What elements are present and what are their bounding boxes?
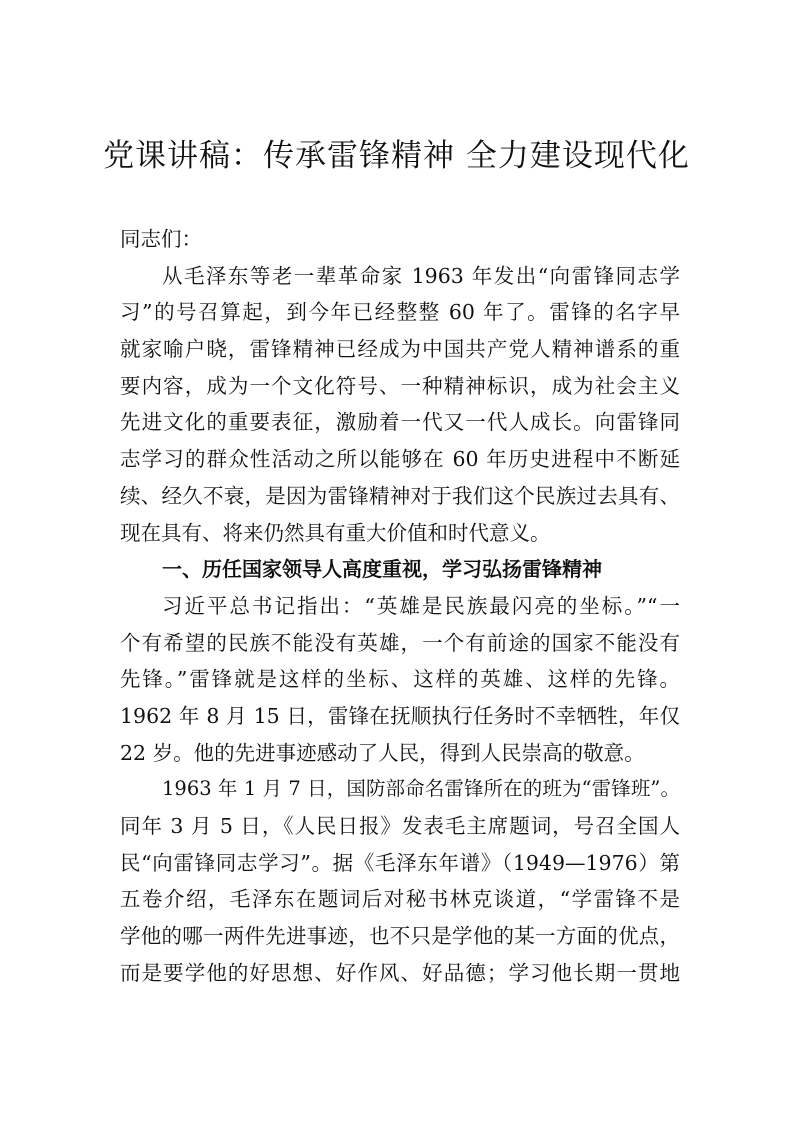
paragraph-line: 民“向雷锋同志学习”。据《毛泽东年谱》（1949—1976）第 — [120, 850, 680, 875]
paragraph-line: 先锋。”雷锋就是这样的坐标、这样的英雄、这样的先锋。 — [120, 667, 680, 692]
paragraph-line: 而是要学他的好思想、好作风、好品德；学习他长期一贯地 — [120, 960, 680, 985]
document-body — [120, 221, 680, 991]
paragraph-line: 习近平总书记指出：“英雄是民族最闪亮的坐标。”“一 — [162, 593, 680, 618]
paragraph-line: 学他的哪一两件先进事迹，也不只是学他的某一方面的优点， — [120, 924, 680, 949]
paragraph-line: 习”的号召算起，到今年已经整整 60 年了。雷锋的名字早 — [120, 300, 680, 325]
paragraph-line: 1963 年 1 月 7 日，国防部命名雷锋所在的班为“雷锋班”。 — [162, 777, 680, 801]
paragraph-line: 要内容，成为一个文化符号、一种精神标识，成为社会主义 — [120, 373, 680, 398]
salutation: 同志们： — [120, 227, 202, 251]
paragraph-line: 志学习的群众性活动之所以能够在 60 年历史进程中不断延 — [120, 447, 680, 472]
paragraph-line: 1962 年 8 月 15 日，雷锋在抚顺执行任务时不幸牺牲，年仅 — [120, 703, 680, 728]
paragraph-line: 先进文化的重要表征，激励着一代又一代人成长。向雷锋同 — [120, 410, 680, 435]
paragraph-line: 同年 3 月 5 日，《人民日报》发表毛主席题词，号召全国人 — [120, 814, 680, 838]
document-title: 党课讲稿：传承雷锋精神 全力建设现代化 — [103, 138, 690, 174]
paragraph-line: 从毛泽东等老一辈革命家 1963 年发出“向雷锋同志学 — [162, 263, 680, 288]
paragraph-line: 现在具有、将来仍然具有重大价值和时代意义。 — [120, 520, 551, 545]
paragraph-line: 五卷介绍，毛泽东在题词后对秘书林克谈道，“学雷锋不是 — [120, 887, 680, 912]
paragraph-line: 22 岁。他的先进事迹感动了人民，得到人民崇高的敬意。 — [120, 740, 645, 765]
paragraph-line: 就家喻户晓，雷锋精神已经成为中国共产党人精神谱系的重 — [120, 337, 680, 362]
paragraph-line: 个有希望的民族不能没有英雄，一个有前途的国家不能没有 — [120, 630, 680, 655]
paragraph-line: 续、经久不衰，是因为雷锋精神对于我们这个民族过去具有、 — [120, 483, 680, 508]
section-heading: 一、历任国家领导人高度重视，学习弘扬雷锋精神 — [162, 557, 602, 582]
